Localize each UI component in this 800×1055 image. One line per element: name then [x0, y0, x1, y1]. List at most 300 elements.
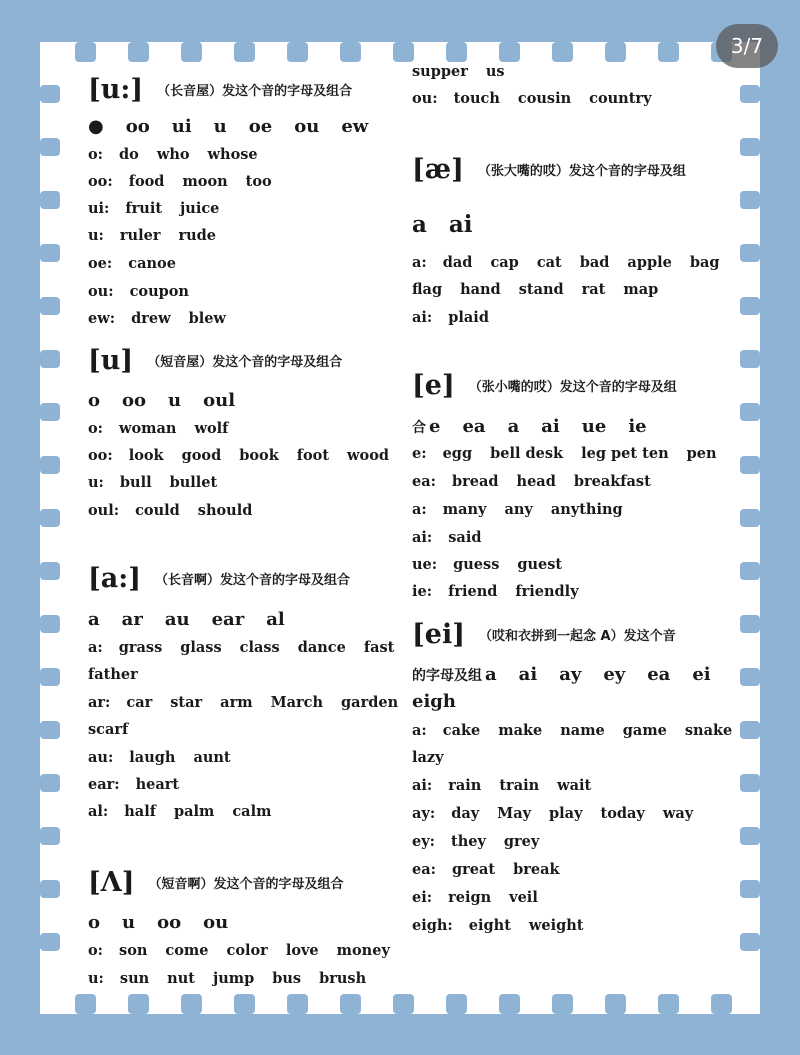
example-line — [412, 63, 523, 80]
combination-label: oo: — [88, 173, 113, 190]
example-word: star — [170, 694, 203, 711]
combination-label: u: — [88, 970, 104, 987]
example-word: head — [516, 473, 556, 490]
example-line — [88, 776, 197, 793]
combination-label: ea: — [412, 861, 436, 878]
example-word: car — [126, 694, 153, 711]
example-word: arm — [220, 694, 253, 711]
phoneme-symbol: [æ] — [412, 154, 464, 185]
example-word: color — [226, 942, 268, 959]
phoneme-heading — [412, 619, 676, 650]
example-word: juice — [180, 200, 220, 217]
combination-label: eigh: — [412, 917, 453, 934]
letter-combination: oe — [248, 116, 273, 137]
example-line — [412, 833, 557, 850]
example-word: us — [485, 63, 505, 80]
letter-combination: ou — [294, 116, 320, 137]
example-word: sun — [119, 970, 150, 987]
stamp-notch — [181, 994, 202, 1014]
letter-combination: u — [213, 116, 227, 137]
example-line — [412, 749, 462, 766]
stamp-notch — [605, 994, 626, 1014]
example-word: fast — [363, 639, 395, 656]
example-line — [88, 942, 408, 959]
letter-combination: ar — [121, 609, 143, 630]
example-line — [88, 639, 412, 656]
letter-combinations — [412, 664, 733, 685]
phoneme-heading — [88, 74, 352, 105]
example-line — [88, 721, 146, 738]
combination-label: ear: — [88, 776, 120, 793]
example-line — [412, 254, 738, 271]
stamp-notch — [234, 994, 255, 1014]
example-word: good — [181, 447, 222, 464]
phoneme-heading — [88, 345, 342, 376]
letter-combinations — [412, 691, 478, 712]
example-word: said — [448, 529, 482, 546]
stamp-notch — [40, 562, 60, 580]
combination-label: o: — [88, 146, 104, 163]
stamp-notch — [658, 42, 679, 62]
example-word: pen — [686, 445, 717, 462]
stamp-notch — [552, 994, 573, 1014]
example-word: dance — [297, 639, 346, 656]
combination-label: ay: — [412, 805, 436, 822]
letter-combination: ear — [211, 609, 245, 630]
combination-label: ui: — [88, 200, 110, 217]
stamp-notch — [740, 615, 760, 633]
letter-combinations — [88, 912, 250, 933]
combination-label: u: — [88, 227, 104, 244]
example-word: brush — [319, 970, 367, 987]
example-word: friendly — [515, 583, 579, 600]
example-word: woman — [119, 420, 177, 437]
stamp-notch — [740, 562, 760, 580]
example-line — [88, 666, 156, 683]
example-word: moon — [182, 173, 228, 190]
example-line — [88, 173, 290, 190]
stamp-notch — [740, 138, 760, 156]
stamp-notch — [40, 244, 60, 262]
combination-label: e: — [412, 445, 427, 462]
letter-combination: a — [485, 664, 497, 685]
example-word: great — [451, 861, 496, 878]
example-line — [412, 889, 556, 906]
example-word: guest — [517, 556, 563, 573]
example-line — [88, 420, 246, 437]
example-line — [88, 502, 270, 519]
example-word: foot — [296, 447, 330, 464]
example-line — [412, 805, 711, 822]
example-word: half — [124, 803, 156, 820]
example-word: they — [451, 833, 486, 850]
phoneme-heading — [88, 563, 350, 594]
letter-combination: al — [266, 609, 285, 630]
letter-combination: o — [88, 390, 101, 411]
stamp-notch — [499, 42, 520, 62]
combination-prefix: 的字母及组 — [412, 668, 482, 684]
letter-combination: u — [122, 912, 136, 933]
example-word: country — [589, 90, 652, 107]
example-word: aunt — [193, 749, 231, 766]
example-word: flag — [412, 281, 443, 298]
example-word: ruler — [119, 227, 161, 244]
example-line — [412, 583, 597, 600]
combination-label: ue: — [412, 556, 438, 573]
stamp-notch — [711, 994, 732, 1014]
stamp-notch — [40, 191, 60, 209]
letter-combination: ea — [462, 416, 486, 437]
combination-label: ey: — [412, 833, 436, 850]
stamp-notch — [128, 42, 149, 62]
letter-combination: u — [168, 390, 182, 411]
stamp-notch — [499, 994, 520, 1014]
combination-label: ai: — [412, 777, 433, 794]
example-word: grey — [503, 833, 540, 850]
example-word: could — [135, 502, 180, 519]
letter-combinations — [88, 609, 307, 630]
example-word: dad — [442, 254, 473, 271]
example-word: touch — [453, 90, 500, 107]
phoneme-note: （张大嘴的哎）发这个音的字母及组 — [477, 164, 686, 179]
letter-combination: ey — [603, 664, 626, 685]
phoneme-note: （短音屋）发这个音的字母及组合 — [147, 355, 343, 370]
example-line — [412, 473, 669, 490]
stamp-notch — [40, 403, 60, 421]
letter-combinations — [412, 211, 495, 238]
stamp-notch — [740, 403, 760, 421]
example-line — [412, 722, 750, 739]
example-word: bullet — [169, 474, 218, 491]
example-word: blew — [188, 310, 226, 327]
letter-combination: ew — [341, 116, 369, 137]
combination-label: ei: — [412, 889, 433, 906]
stamp-notch — [40, 827, 60, 845]
example-word: love — [285, 942, 319, 959]
example-line — [412, 556, 580, 573]
stamp-notch — [393, 42, 414, 62]
letter-combination: ou — [203, 912, 229, 933]
stamp-notch — [75, 42, 96, 62]
combination-label: oul: — [88, 502, 120, 519]
example-word: guess — [453, 556, 500, 573]
example-line — [412, 309, 507, 326]
combination-label: a: — [412, 722, 427, 739]
example-word: cat — [536, 254, 562, 271]
example-word: grass — [118, 639, 163, 656]
example-line — [412, 501, 641, 518]
combination-label: a: — [412, 254, 427, 271]
example-line — [88, 146, 276, 163]
letter-combination: ei — [692, 664, 711, 685]
example-word: do — [119, 146, 139, 163]
example-word: wolf — [194, 420, 229, 437]
example-word: son — [119, 942, 148, 959]
letter-combination: ui — [171, 116, 192, 137]
example-line — [88, 447, 407, 464]
example-word: look — [128, 447, 164, 464]
example-word: way — [662, 805, 694, 822]
letter-combination: ea — [647, 664, 671, 685]
example-word: March — [270, 694, 324, 711]
example-line — [412, 281, 676, 298]
combination-label: o: — [88, 420, 104, 437]
phoneme-heading — [412, 154, 686, 185]
letter-combination: oul — [203, 390, 236, 411]
example-word: rain — [448, 777, 482, 794]
letter-combination: ie — [628, 416, 647, 437]
stamp-notch — [40, 933, 60, 951]
combination-label: ea: — [412, 473, 436, 490]
phoneme-note: （哎和衣拼到一起念 A）发这个音 — [479, 629, 676, 644]
example-line — [88, 227, 234, 244]
combination-label: o: — [88, 942, 104, 959]
example-line — [412, 777, 609, 794]
example-word: garden — [341, 694, 399, 711]
phoneme-note: （长音屋）发这个音的字母及组合 — [157, 84, 353, 99]
example-word: friend — [448, 583, 498, 600]
example-line — [88, 694, 416, 711]
stamp-notch — [740, 350, 760, 368]
example-word: come — [165, 942, 209, 959]
example-word: plaid — [448, 309, 489, 326]
phoneme-note: （长音啊）发这个音的字母及组合 — [155, 573, 351, 588]
example-word: father — [88, 666, 138, 683]
stamp-notch — [40, 668, 60, 686]
example-word: any — [504, 501, 533, 518]
example-word: many — [442, 501, 487, 518]
example-word: today — [600, 805, 645, 822]
example-word: money — [336, 942, 390, 959]
stamp-notch — [658, 994, 679, 1014]
example-word: rat — [581, 281, 606, 298]
stamp-notch — [40, 456, 60, 474]
letter-combination: au — [164, 609, 190, 630]
example-line — [412, 917, 602, 934]
example-word: train — [499, 777, 540, 794]
example-word: bus — [272, 970, 302, 987]
example-word: apple — [627, 254, 672, 271]
letter-combination: ai — [518, 664, 538, 685]
example-line — [88, 749, 249, 766]
combination-label: oe: — [88, 255, 113, 272]
example-word: scarf — [88, 721, 129, 738]
example-word: calm — [232, 803, 272, 820]
combination-label: a: — [88, 639, 103, 656]
example-line — [412, 861, 578, 878]
example-word: too — [245, 173, 272, 190]
example-word: lazy — [412, 749, 444, 766]
example-word: supper — [412, 63, 468, 80]
example-word: name — [560, 722, 605, 739]
example-line — [88, 200, 237, 217]
example-word: who — [156, 146, 190, 163]
example-word: palm — [173, 803, 215, 820]
example-word: anything — [550, 501, 623, 518]
example-word: bull — [119, 474, 152, 491]
example-word: canoe — [128, 255, 176, 272]
example-word: egg — [442, 445, 473, 462]
stamp-notch — [40, 85, 60, 103]
stamp-notch — [40, 774, 60, 792]
stamp-notch — [40, 880, 60, 898]
letter-combination: eigh — [412, 691, 456, 712]
letter-combinations — [412, 416, 669, 437]
stamp-notch — [234, 42, 255, 62]
stamp-notch — [128, 994, 149, 1014]
example-word: bell desk — [490, 445, 564, 462]
example-word: wood — [347, 447, 390, 464]
stamp-notch — [446, 42, 467, 62]
example-word: May — [497, 805, 532, 822]
combination-label: ou: — [412, 90, 438, 107]
example-word: make — [498, 722, 543, 739]
example-word: reign — [448, 889, 492, 906]
letter-combination: a — [412, 211, 427, 238]
example-word: should — [197, 502, 253, 519]
example-word: day — [451, 805, 480, 822]
letter-combination: o — [88, 912, 101, 933]
letter-combination: oo — [157, 912, 182, 933]
example-word: leg pet ten — [581, 445, 669, 462]
letter-combination: a — [507, 416, 520, 437]
stamp-notch — [740, 933, 760, 951]
example-line — [88, 255, 194, 272]
example-word: jump — [212, 970, 255, 987]
example-line — [88, 283, 207, 300]
example-word: coupon — [129, 283, 189, 300]
example-line — [88, 310, 244, 327]
stamp-notch — [340, 994, 361, 1014]
stamp-notch — [740, 509, 760, 527]
example-word: veil — [509, 889, 538, 906]
stamp-notch — [740, 827, 760, 845]
example-word: fruit — [125, 200, 163, 217]
example-word: snake — [684, 722, 733, 739]
stamp-notch — [287, 994, 308, 1014]
phoneme-note: （短音啊）发这个音的字母及组合 — [148, 877, 344, 892]
combination-label: ie: — [412, 583, 433, 600]
letter-combination: ai — [541, 416, 560, 437]
letter-combination: oo — [125, 116, 150, 137]
letter-combination: e — [429, 416, 441, 437]
combination-label: al: — [88, 803, 109, 820]
example-word: eight — [468, 917, 511, 934]
phoneme-heading — [88, 867, 344, 898]
phoneme-symbol: [u:] — [88, 74, 144, 105]
example-word: class — [239, 639, 280, 656]
letter-combinations — [88, 116, 390, 137]
phoneme-symbol: [a:] — [88, 563, 142, 594]
example-line — [88, 803, 289, 820]
stamp-notch — [181, 42, 202, 62]
stamp-notch — [40, 721, 60, 739]
combination-label: au: — [88, 749, 114, 766]
example-word: game — [622, 722, 667, 739]
example-word: wait — [557, 777, 592, 794]
stamp-notch — [740, 668, 760, 686]
stamp-notch — [446, 994, 467, 1014]
example-word: nut — [167, 970, 195, 987]
letter-combination: ue — [581, 416, 607, 437]
combination-label: ar: — [88, 694, 111, 711]
example-word: breakfast — [573, 473, 651, 490]
stamp-notch — [40, 350, 60, 368]
stamp-notch — [740, 297, 760, 315]
stamp-notch — [75, 994, 96, 1014]
letter-combination: ai — [448, 211, 473, 238]
example-word: heart — [135, 776, 180, 793]
example-word: glass — [180, 639, 222, 656]
combination-label: ew: — [88, 310, 116, 327]
example-word: whose — [207, 146, 258, 163]
stamp-notch — [740, 774, 760, 792]
phoneme-symbol: [u] — [88, 345, 134, 376]
example-word: rude — [178, 227, 217, 244]
example-word: food — [128, 173, 165, 190]
combination-label: ai: — [412, 309, 433, 326]
letter-combinations — [88, 390, 257, 411]
example-word: play — [549, 805, 583, 822]
example-word: drew — [131, 310, 171, 327]
phoneme-symbol: [e] — [412, 370, 455, 401]
example-line — [412, 445, 735, 462]
letter-combination: ay — [559, 664, 582, 685]
letter-combination: a — [88, 609, 100, 630]
stamp-notch — [40, 615, 60, 633]
stamp-notch — [740, 456, 760, 474]
example-line — [88, 970, 384, 987]
stamp-notch — [287, 42, 308, 62]
phoneme-symbol: [ei] — [412, 619, 465, 650]
example-word: cap — [490, 254, 519, 271]
stamp-notch — [740, 244, 760, 262]
example-word: stand — [518, 281, 564, 298]
stamp-notch — [393, 994, 414, 1014]
stamp-notch — [40, 138, 60, 156]
example-word: hand — [460, 281, 501, 298]
stamp-notch — [605, 42, 626, 62]
bullet-icon: ● — [88, 116, 104, 137]
letter-combination: oo — [122, 390, 147, 411]
example-word: cake — [442, 722, 481, 739]
example-word: weight — [528, 917, 584, 934]
example-line — [412, 529, 499, 546]
combination-label: oo: — [88, 447, 113, 464]
stamp-notch — [40, 509, 60, 527]
example-line — [88, 474, 235, 491]
combination-label: ou: — [88, 283, 114, 300]
example-word: laugh — [129, 749, 176, 766]
phoneme-symbol: [Λ] — [88, 867, 135, 898]
stamp-notch — [340, 42, 361, 62]
example-word: bad — [579, 254, 610, 271]
combination-label: ai: — [412, 529, 433, 546]
stamp-notch — [552, 42, 573, 62]
example-word: bread — [451, 473, 499, 490]
phoneme-note: （张小嘴的哎）发这个音的字母及组 — [468, 380, 677, 395]
example-word: bag — [689, 254, 720, 271]
example-line — [412, 90, 670, 107]
example-word: map — [623, 281, 659, 298]
phoneme-heading — [412, 370, 677, 401]
combination-label: a: — [412, 501, 427, 518]
combination-label: u: — [88, 474, 104, 491]
stamp-notch — [740, 880, 760, 898]
stamp-notch — [740, 191, 760, 209]
page-indicator: 3/7 — [716, 24, 778, 68]
example-word: break — [513, 861, 560, 878]
